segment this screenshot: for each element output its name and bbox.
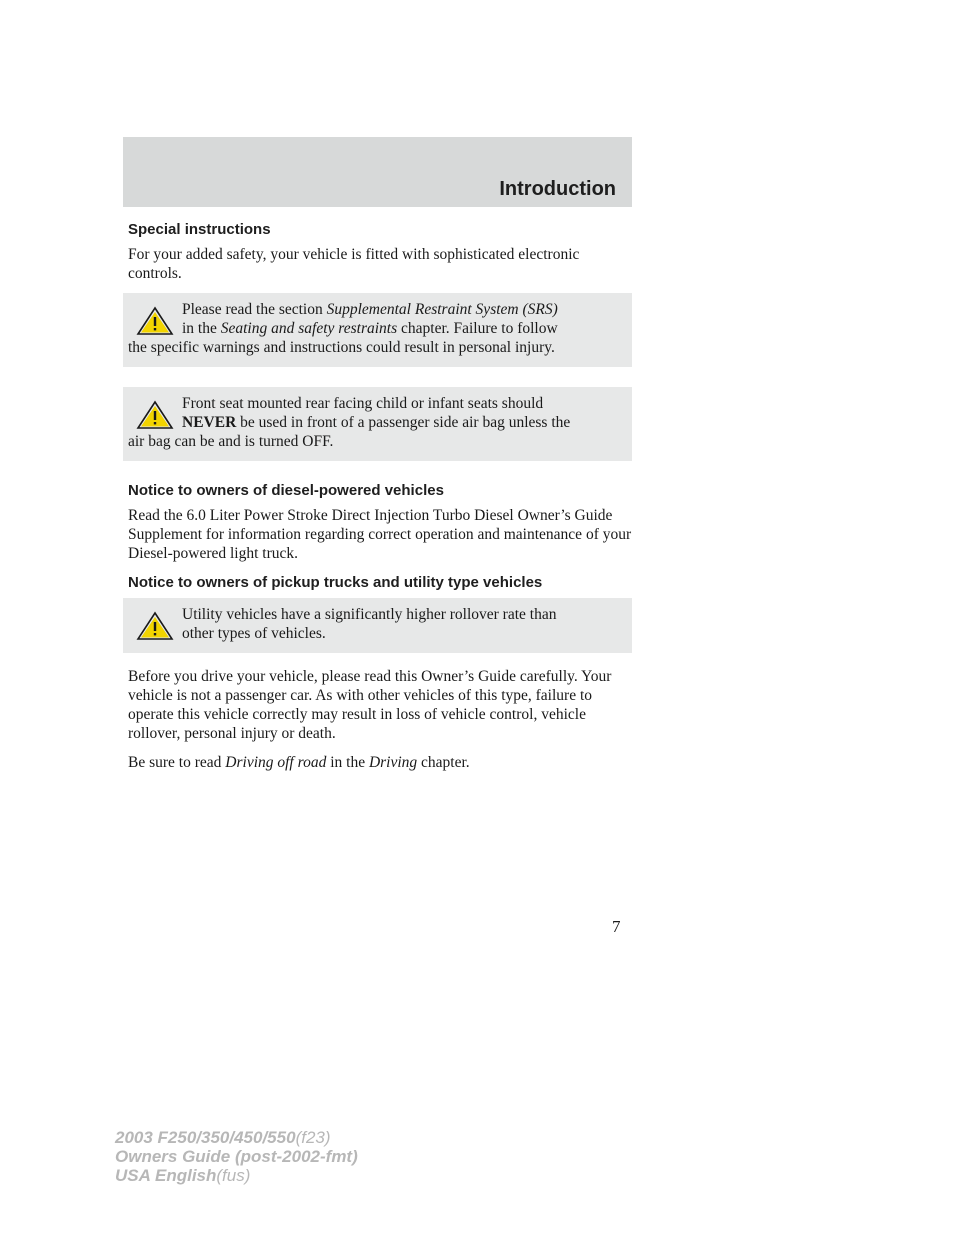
footer-line-guide: Owners Guide (post-2002-fmt) <box>115 1147 358 1166</box>
warning-text-rollover: Utility vehicles have a significantly higher rollover rate than other types of vehicles. <box>182 606 557 642</box>
paragraph-diesel-notice: Read the 6.0 Liter Power Stroke Direct Injection Turbo Diesel Owner’s Guide Supplement for information regarding correct operation and maintenance of your Diesel-powered light truck. <box>128 507 632 562</box>
paragraph-special-instructions: For your added safety, your vehicle is fitted with sophisticated electronic controls. <box>128 246 580 282</box>
warning-triangle-icon <box>136 611 174 641</box>
document-footer <box>115 1128 358 1185</box>
chapter-title: Introduction <box>499 178 616 200</box>
heading-pickup-notice: Notice to owners of pickup trucks and utility type vehicles <box>128 574 543 591</box>
warning-triangle-icon <box>136 400 174 430</box>
page-number: 7 <box>612 917 621 936</box>
footer-line-language: USA English(fus) <box>115 1166 251 1185</box>
heading-diesel-notice: Notice to owners of diesel-powered vehicles <box>128 482 444 499</box>
warning-box-srs <box>123 293 632 367</box>
footer-line-model: 2003 F250/350/450/550(f23) <box>115 1128 331 1147</box>
warning-text-srs: Please read the section Supplemental Restraint System (SRS) in the Seating and safety restraints chapter. Failure to follow the specific warnings and instructions could result in personal injury. <box>128 301 558 356</box>
chapter-header <box>123 137 632 207</box>
warning-box-child-seat <box>123 387 632 461</box>
warning-triangle-icon <box>136 306 174 336</box>
paragraph-be-sure-to-read: Be sure to read Driving off road in the Driving chapter. <box>128 754 470 771</box>
warning-box-rollover <box>123 598 632 653</box>
heading-special-instructions: Special instructions <box>128 221 271 238</box>
paragraph-before-you-drive: Before you drive your vehicle, please read this Owner’s Guide carefully. Your vehicle is not a passenger car. As with other vehicles of this type, failure to operate this vehicle correctly may result in loss of vehicle control, vehicle rollover, personal injury or death. <box>128 668 612 742</box>
page-content <box>128 220 632 782</box>
warning-text-child-seat: Front seat mounted rear facing child or infant seats should NEVER be used in front of a passenger side air bag unless the air bag can be and is turned OFF. <box>128 395 571 450</box>
